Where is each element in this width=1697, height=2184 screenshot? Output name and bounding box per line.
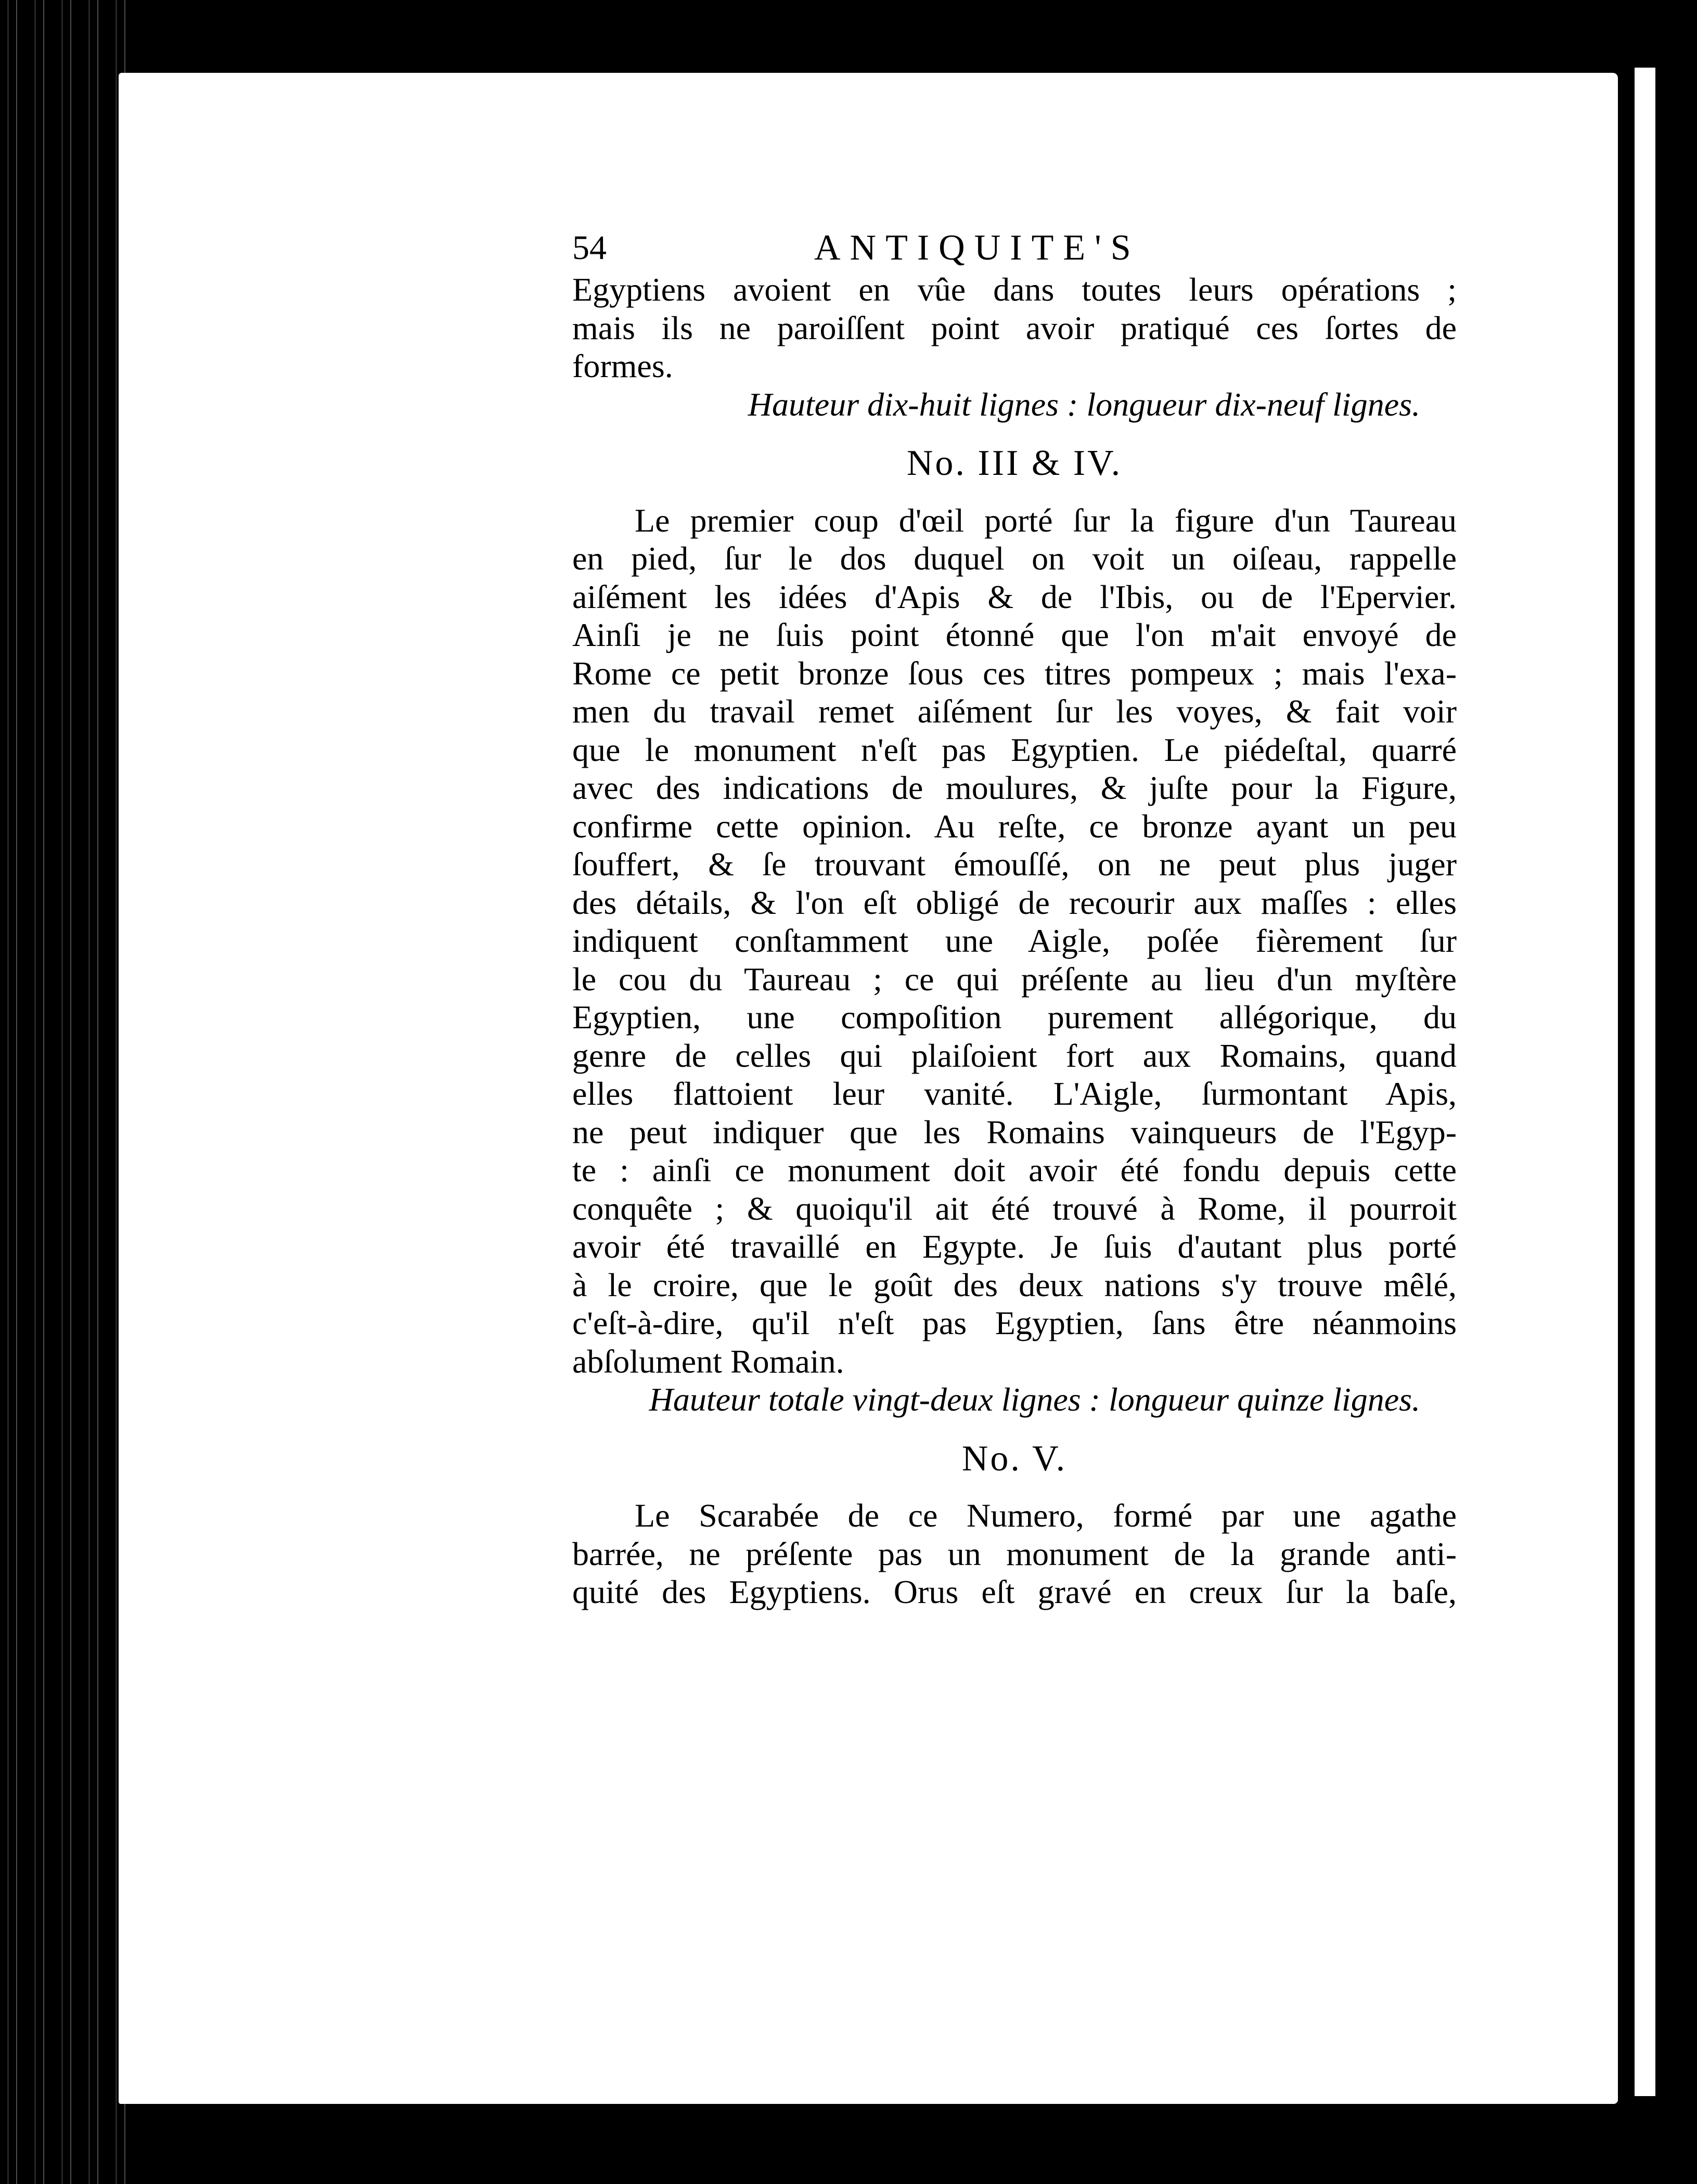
text-line: elles flattoient leur vanité. L'Aigle, ſurmontant Apis, [572, 1075, 1457, 1112]
text-line: confirme cette opinion. Au reſte, ce bronze ayant un peu [572, 807, 1457, 845]
text-line: abſolument Romain. [572, 1342, 844, 1380]
text-line: formes. [572, 347, 673, 384]
text-line: aiſément les idées d'Apis & de l'Ibis, ou de l'Epervier. [572, 578, 1457, 615]
dimensions-note: Hauteur dix-huit lignes : longueur dix-neuf lignes. [748, 385, 1420, 423]
page-number: 54 [572, 229, 607, 267]
section-heading: No. III & IV. [906, 443, 1123, 483]
text-line: Egyptiens avoient en vûe dans toutes leurs opérations ; [572, 271, 1457, 308]
text-line: men du travail remet aiſément ſur les voyes, & fait voir [572, 693, 1457, 730]
text-line: c'eſt-à-dire, qu'il n'eſt pas Egyptien, ſans être néanmoins [572, 1304, 1457, 1341]
text-line: Rome ce petit bronze ſous ces titres pompeux ; mais l'exa- [572, 654, 1457, 692]
section-heading: No. V. [961, 1438, 1068, 1479]
text-line: conquête ; & quoiqu'il ait été trouvé à Rome, il pourroit [572, 1190, 1457, 1227]
text-line: des détails, & l'on eſt obligé de recourir aux maſſes : elles [572, 884, 1457, 921]
text-line: le cou du Taureau ; ce qui préſente au lieu d'un myſtère [572, 960, 1457, 998]
text-line: Ainſi je ne ſuis point étonné que l'on m'ait envoyé de [572, 616, 1457, 653]
text-line: avoir été travaillé en Egypte. Je ſuis d'autant plus porté [572, 1228, 1457, 1265]
text-line: indiquent conſtamment une Aigle, poſée fièrement ſur [572, 922, 1457, 959]
text-line: avec des indications de moulures, & juſte pour la Figure, [572, 769, 1457, 806]
text-line: barrée, ne préſente pas un monument de la grande anti- [572, 1535, 1457, 1572]
text-line: Egyptien, une compoſition purement allégorique, du [572, 999, 1457, 1036]
text-line: Le Scarabée de ce Numero, formé par une agathe [635, 1497, 1457, 1534]
text-line: Le premier coup d'œil porté ſur la figure d'un Taureau [635, 501, 1457, 539]
dimensions-note: Hauteur totale vingt-deux lignes : longueur quinze lignes. [649, 1381, 1420, 1418]
text-block [572, 229, 1457, 1611]
text-line: genre de celles qui plaiſoient fort aux Romains, quand [572, 1037, 1457, 1074]
text-line: ſouffert, & ſe trouvant émouſſé, on ne peut plus juger [572, 846, 1457, 883]
binding-edge [0, 0, 135, 2184]
text-line: ne peut indiquer que les Romains vainqueurs de l'Egyp- [572, 1113, 1457, 1151]
running-head [572, 229, 1457, 270]
text-line: mais ils ne paroiſſent point avoir pratiqué ces ſortes de [572, 309, 1457, 346]
text-line: que le monument n'eſt pas Egyptien. Le piédeſtal, quarré [572, 731, 1457, 768]
page-edge [1622, 68, 1655, 2096]
text-line: quité des Egyptiens. Orus eſt gravé en creux ſur la baſe, [572, 1573, 1457, 1610]
text-line: en pied, ſur le dos duquel on voit un oiſeau, rappelle [572, 540, 1457, 577]
text-line: à le croire, que le goût des deux nations s'y trouve mêlé, [572, 1266, 1457, 1303]
running-title: ANTIQUITE'S [814, 228, 1140, 268]
text-line: te : ainſi ce monument doit avoir été fondu depuis cette [572, 1152, 1457, 1188]
